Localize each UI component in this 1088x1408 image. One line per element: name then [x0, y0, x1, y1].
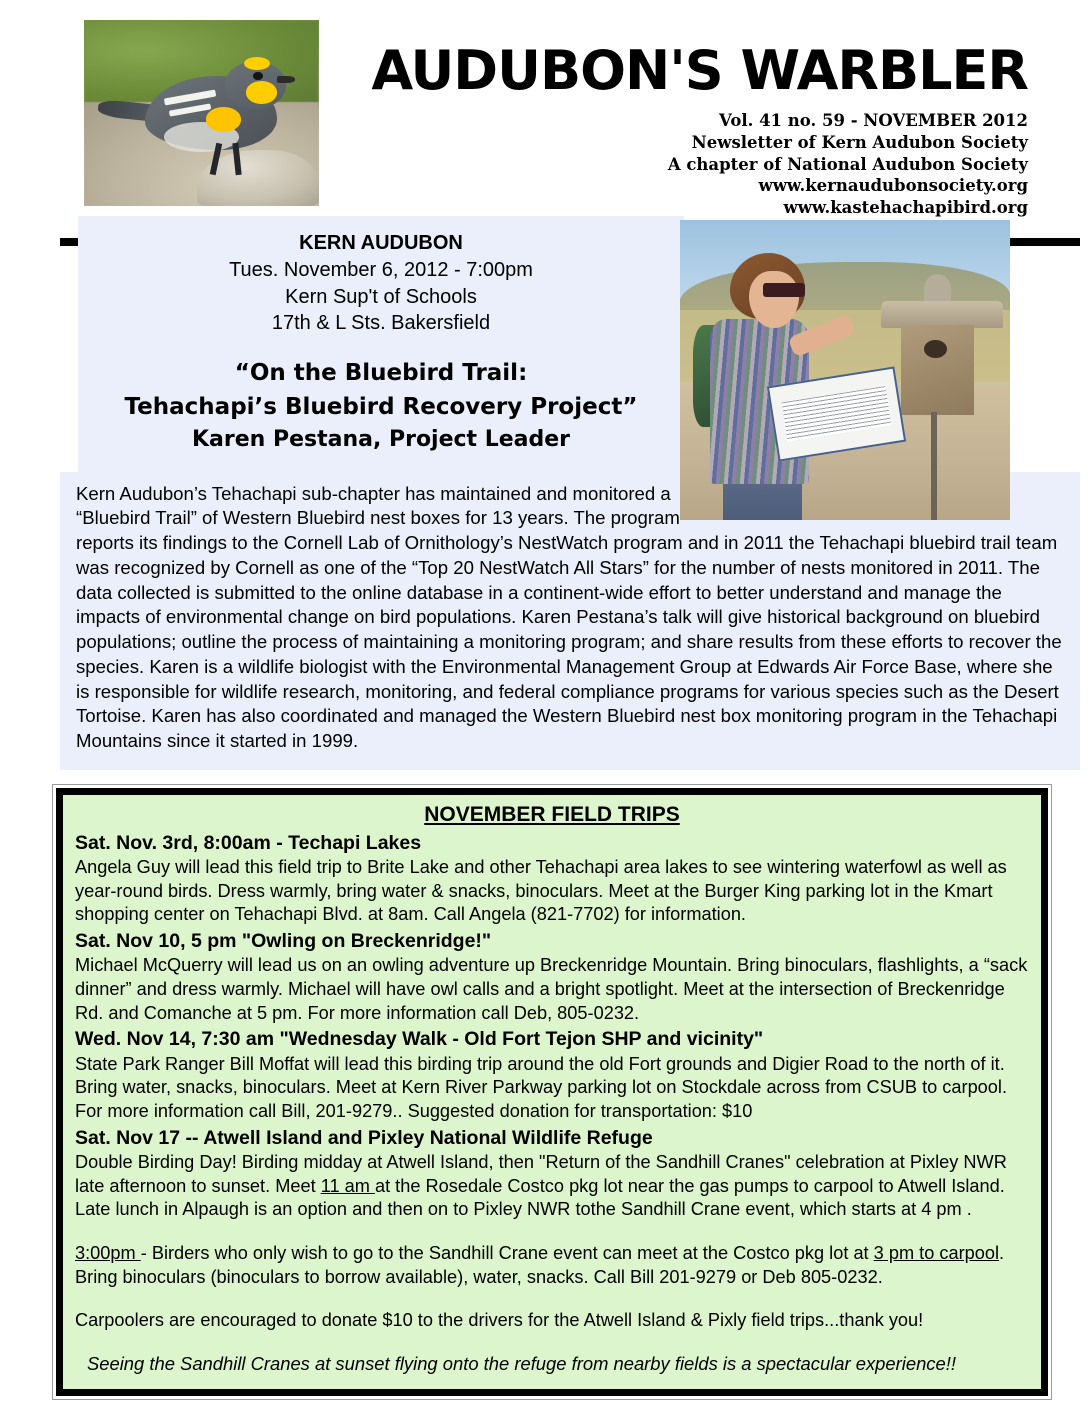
- trip-description-part-2: at the Rosedale Costco pkg lot near the gas pumps to carpool to Atwell Island. Late lunch in Alpaugh is an option and then on to Pixley NWR tothe Sandhill Crane event, which starts at 4 pm .: [75, 1175, 1005, 1220]
- field-trip-item: [75, 1027, 1029, 1123]
- meeting-announcement-zone: [0, 216, 1088, 472]
- sunglasses-icon: [763, 283, 806, 297]
- bird-eye: [253, 72, 262, 79]
- note-carpool-underlined: 3 pm to carpool: [873, 1242, 1000, 1263]
- field-trips-box: [56, 788, 1048, 1396]
- note-time-underlined: 3:00pm: [75, 1242, 141, 1263]
- meeting-venue: Kern Sup't of Schools: [285, 285, 477, 308]
- masthead-newsletter-line: Newsletter of Kern Audubon Society: [691, 132, 1028, 152]
- masthead-subtitle-lines: [347, 110, 1028, 219]
- nest-box-monitoring-photo: [680, 220, 1010, 520]
- talk-title-line-1: “On the Bluebird Trail:: [234, 360, 528, 387]
- carpool-donation-note: Carpoolers are encouraged to donate $10 to the drivers for the Atwell Island & Pixly field trips...thank you!: [75, 1310, 924, 1331]
- bird-yellow-crown: [244, 57, 270, 70]
- trip-description: Michael McQuerry will lead us on an owling adventure up Breckenridge Mountain. Bring binoculars, flashlights, a “sack dinner” and dress warmly. Michael will have owl calls and a bright spotlight. Meet at the intersection of Breckenridge Rd. and Comanche at 5 pm. For more information call Deb, 805-0232.: [75, 955, 1028, 1023]
- masthead-volume-line: Vol. 41 no. 59 - NOVEMBER 2012: [719, 111, 1028, 130]
- trip-heading: Wed. Nov 14, 7:30 am "Wednesday Walk - Old Fort Tejon SHP and vicinity": [75, 1028, 764, 1051]
- field-trip-item: [75, 929, 1029, 1025]
- trip-heading: Sat. Nov. 3rd, 8:00am - Techapi Lakes: [75, 831, 422, 854]
- paragraph-spacer: [75, 1289, 1029, 1309]
- note-part-1: - Birders who only wish to go to the Sandhill Crane event can meet at the Costco pkg lot at: [140, 1242, 874, 1263]
- masthead-website-tehachapi[interactable]: www.kastehachapibird.org: [783, 198, 1028, 218]
- meeting-organization: KERN AUDUBON: [299, 232, 463, 254]
- masthead-text-block: [319, 20, 1028, 219]
- bird-yellow-flank-patch: [206, 107, 241, 131]
- field-trip-item: [75, 831, 1029, 927]
- paragraph-spacer: [75, 1222, 1029, 1242]
- trip-description-part-1: Double Birding Day! Birding midday at Atwell Island, then "Return of the Sandhill Cranes" celebration at Pixley NWR late afternoon to sunset. Meet: [75, 1151, 1007, 1196]
- paragraph-spacer: [75, 1333, 1029, 1353]
- meeting-announcement-box: [78, 216, 684, 472]
- nestbox-pole: [931, 412, 938, 520]
- masthead-website-kern[interactable]: www.kernaudubonsociety.org: [758, 176, 1028, 196]
- field-trips-outer-frame: [52, 784, 1052, 1400]
- trip-meet-time-underlined: 11 am: [320, 1175, 375, 1196]
- page-title: AUDUBON'S WARBLER: [371, 39, 1028, 102]
- nestbox-body: [901, 325, 974, 415]
- meeting-address: 17th & L Sts. Bakersfield: [271, 312, 491, 335]
- field-trip-item: [75, 1126, 1029, 1222]
- trip-heading: Sat. Nov 10, 5 pm "Owling on Breckenridge!": [75, 929, 492, 952]
- masthead-chapter-line: A chapter of National Audubon Society: [667, 154, 1028, 174]
- talk-title-block: [88, 357, 674, 456]
- trip-description: Angela Guy will lead this field trip to Brite Lake and other Tehachapi area lakes to see wintering waterfowl as well as year-round birds. Dress warmly, bring water & snacks, binoculars. Meet at the Burger King parking lot in the Kmart shopping center on Tehachapi Blvd. at 8am. Call Angela (821-7702) for information.: [75, 857, 1007, 925]
- field-trips-heading: NOVEMBER FIELD TRIPS: [424, 802, 680, 826]
- talk-title-line-2: Tehachapi’s Bluebird Recovery Project”: [124, 393, 638, 420]
- masthead: [0, 0, 1088, 218]
- trip-description: State Park Ranger Bill Moffat will lead this birding trip around the old Fort grounds and Digier Road to the north of it. Bring water, snacks, binoculars. Meet at Kern River Parkway parking lot on Stockdale across from CSUB to carpool. For more information call Bill, 201-9279.. Suggested donation for transportation: $10: [75, 1053, 1008, 1121]
- sandhill-crane-note: [75, 1242, 1029, 1289]
- closing-remark: Seeing the Sandhill Cranes at sunset flying onto the refuge from nearby fields is a spectacular experience!!: [87, 1352, 956, 1374]
- trip-heading: Sat. Nov 17 -- Atwell Island and Pixley National Wildlife Refuge: [75, 1126, 653, 1149]
- bird-beak: [277, 76, 296, 83]
- warbler-photo: [84, 20, 319, 206]
- trip-description: [75, 1151, 1029, 1222]
- meeting-datetime: Tues. November 6, 2012 - 7:00pm: [229, 258, 533, 281]
- nestbox-cap: [924, 274, 950, 304]
- bird-yellow-throat: [246, 81, 277, 103]
- talk-speaker: Karen Pestana, Project Leader: [191, 426, 571, 452]
- article-paragraph: Kern Audubon’s Tehachapi sub-chapter has maintained and monitored a “Bluebird Trail” of Western Bluebird nest boxes for 13 years. The program reports its findings to the Cornell Lab of Ornithology’s NestWatch program and in 2011 the Tehachapi bluebird trail team was recognized by Cornell as one of the “Top 20 NestWatch All Stars” for the number of nests monitored in 2011. The data collected is submitted to the online database in a continent-wide effort to better understand and manage the impacts of environmental change on bird populations. Karen Pestana’s talk will give historical background on bluebird populations; outline the process of maintaining a monitoring program; and share results from these efforts to recover the species. Karen is a wildlife biologist with the Environmental Management Group at Edwards Air Force Base, where she is responsible for wildlife research, monitoring, and federal compliance programs for various species such as the Desert Tortoise. Karen has also coordinated and managed the Western Bluebird nest box monitoring program in the Tehachapi Mountains since it started in 1999.: [76, 482, 1062, 751]
- note-part-2: . Bring binoculars (binoculars to borrow available), water, snacks. Call Bill 201-9279 or Deb 805-0232.: [75, 1242, 1005, 1287]
- nestbox-roof: [881, 301, 1003, 328]
